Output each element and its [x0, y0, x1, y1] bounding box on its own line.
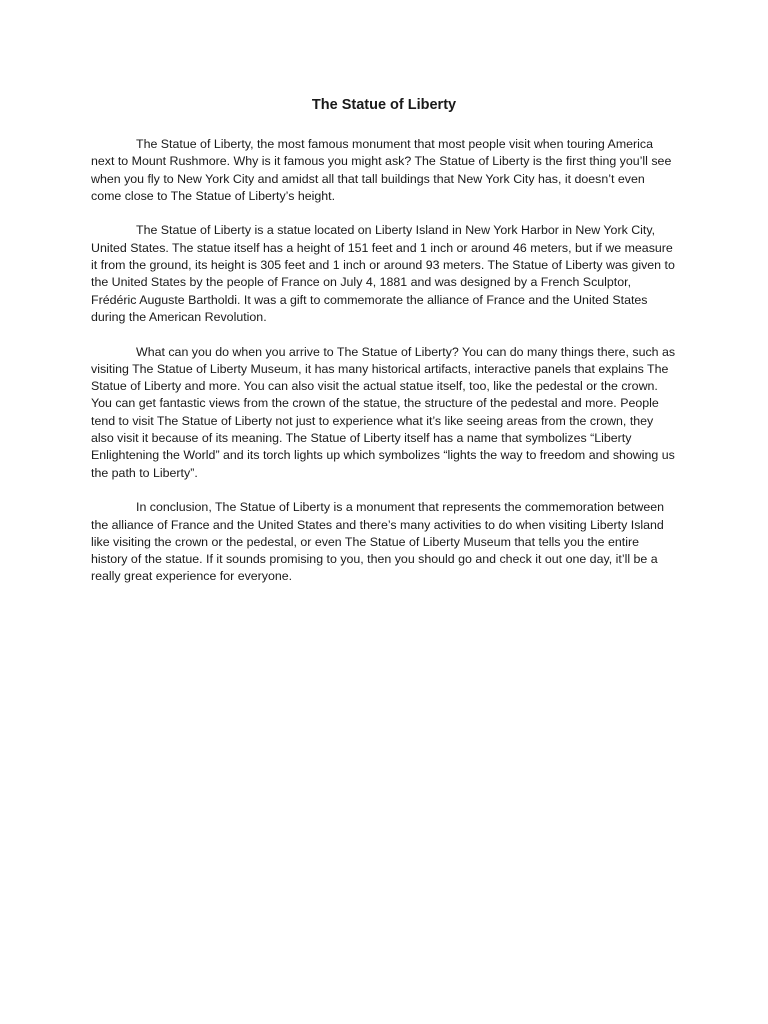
- document-body: [91, 136, 677, 603]
- document-title: The Statue of Liberty: [311, 97, 457, 113]
- paragraph-conclusion: In conclusion, The Statue of Liberty is a monument that represents the commemoration between the alliance of France and the United States and there’s many activities to do when visiting Liberty Island like visiting the crown or the pedestal, or even The Statue of Liberty Museum that tells you the entire history of the statue. If it sounds promising to you, then you should go and check it out one day, it’ll be a really great experience for everyone.: [91, 500, 665, 584]
- paragraph-activities: What can you do when you arrive to The Statue of Liberty? You can do many things there, such as visiting The Statue of Liberty Museum, it has many historical artifacts, interactive panels that explains The Statue of Liberty and more. You can also visit the actual statue itself, too, like the pedestal or the crown. You can get fantastic views from the crown of the statue, the structure of the pedestal and more. People tend to visit The Statue of Liberty not just to experience what it’s like seeing areas from the crown, they also visit it because of its meaning. The Statue of Liberty itself has a name that symbolizes “Liberty Enlightening the World” and its torch lights up which symbolizes “lights the way to freedom and showing us the path to Liberty”.: [91, 344, 676, 480]
- paragraph-intro: The Statue of Liberty, the most famous monument that most people visit when touring America next to Mount Rushmore. Why is it famous you might ask? The Statue of Liberty is the first thing you’ll see when you fly to New York City and amidst all that tall buildings that New York City has, it doesn’t even come close to The Statue of Liberty’s height.: [91, 137, 672, 203]
- paragraph-location-history: The Statue of Liberty is a statue located on Liberty Island in New York Harbor in New York City, United States. The statue itself has a height of 151 feet and 1 inch or around 46 meters, but if we measure it from the ground, its height is 305 feet and 1 inch or around 93 meters. The Statue of Liberty was given to the United States by the people of France on July 4, 1881 and was designed by a French Sculptor, Frédéric Auguste Bartholdi. It was a gift to commemorate the alliance of France and the United States during the American Revolution.: [91, 223, 675, 324]
